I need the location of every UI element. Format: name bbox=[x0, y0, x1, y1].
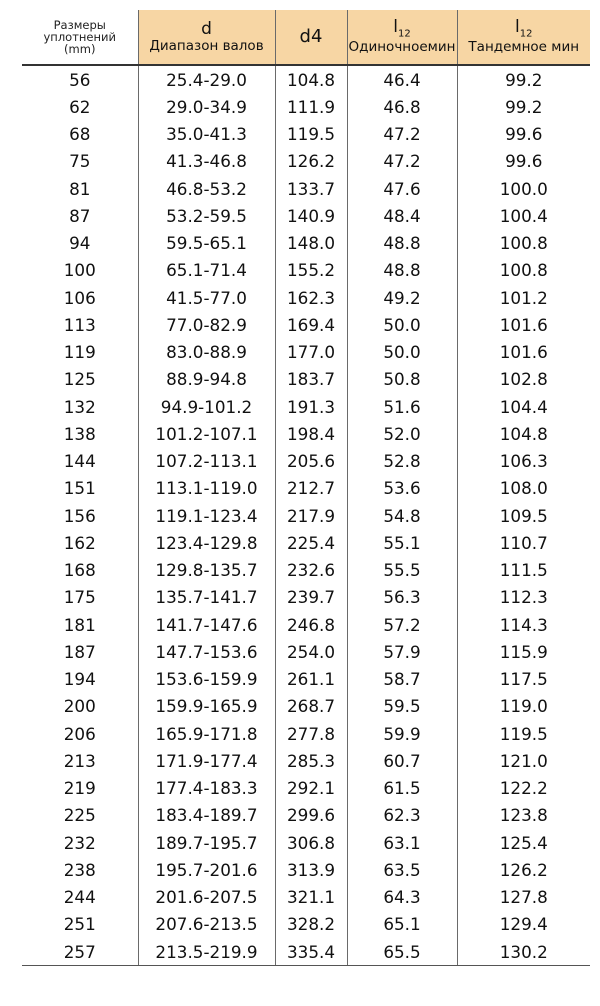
header-l12-single-subscript: 12 bbox=[398, 28, 411, 40]
d4-cell: 177.0 bbox=[275, 339, 347, 366]
l12-tandem-cell: 100.8 bbox=[499, 260, 548, 281]
d4-cell: 225.4 bbox=[275, 529, 347, 556]
d4-cell: 155.2 bbox=[275, 257, 347, 284]
table-row bbox=[22, 257, 590, 284]
header-l12-single bbox=[347, 10, 457, 65]
d4-cell: 285.3 bbox=[275, 747, 347, 774]
seal-size-cell: 62 bbox=[22, 93, 138, 120]
l12-single-cell: 52.0 bbox=[347, 420, 457, 447]
d4-cell: 119.5 bbox=[275, 121, 347, 148]
d4-cell: 191.3 bbox=[275, 393, 347, 420]
seal-size-cell: 206 bbox=[22, 720, 138, 747]
d4-cell: 148.0 bbox=[275, 230, 347, 257]
l12-tandem-cell: 117.5 bbox=[499, 669, 548, 690]
l12-single-cell: 48.4 bbox=[347, 202, 457, 229]
table-row bbox=[22, 529, 590, 556]
shaft-range-cell: 83.0-88.9 bbox=[138, 339, 275, 366]
l12-tandem-cell: 101.2 bbox=[499, 287, 548, 308]
l12-tandem-cell: 119.5 bbox=[499, 723, 548, 744]
table-row bbox=[22, 938, 590, 966]
l12-tandem-cell: 121.0 bbox=[499, 750, 548, 771]
d4-cell: 299.6 bbox=[275, 802, 347, 829]
seal-size-cell: 106 bbox=[22, 284, 138, 311]
d4-cell: 313.9 bbox=[275, 856, 347, 883]
l12-single-cell: 54.8 bbox=[347, 502, 457, 529]
shaft-range-cell: 41.5-77.0 bbox=[138, 284, 275, 311]
d4-cell: 183.7 bbox=[275, 366, 347, 393]
shaft-range-cell: 213.5-219.9 bbox=[138, 938, 275, 966]
shaft-range-cell: 46.8-53.2 bbox=[138, 175, 275, 202]
l12-single-cell: 47.6 bbox=[347, 175, 457, 202]
table-row bbox=[22, 93, 590, 120]
header-shaft-symbol: d bbox=[201, 18, 212, 39]
seal-size-cell: 232 bbox=[22, 829, 138, 856]
table-row bbox=[22, 148, 590, 175]
l12-single-cell: 48.8 bbox=[347, 257, 457, 284]
table-row bbox=[22, 802, 590, 829]
shaft-range-cell: 113.1-119.0 bbox=[138, 475, 275, 502]
table-row bbox=[22, 747, 590, 774]
l12-tandem-cell: 127.8 bbox=[499, 887, 548, 908]
seal-size-cell: 162 bbox=[22, 529, 138, 556]
shaft-range-cell: 25.4-29.0 bbox=[138, 65, 275, 93]
header-d4 bbox=[275, 10, 347, 65]
l12-tandem-cell: 115.9 bbox=[499, 641, 548, 662]
table-row bbox=[22, 202, 590, 229]
l12-tandem-cell: 130.2 bbox=[457, 938, 590, 966]
seal-size-cell: 75 bbox=[22, 148, 138, 175]
l12-tandem-cell: 100.4 bbox=[499, 205, 548, 226]
l12-single-cell: 52.8 bbox=[347, 448, 457, 475]
l12-tandem-cell: 126.2 bbox=[499, 859, 548, 880]
shaft-range-cell: 159.9-165.9 bbox=[138, 693, 275, 720]
table-header-row bbox=[22, 10, 590, 65]
table-row bbox=[22, 502, 590, 529]
l12-single-cell: 50.8 bbox=[347, 366, 457, 393]
seal-size-cell: 181 bbox=[22, 611, 138, 638]
d4-cell: 328.2 bbox=[275, 911, 347, 938]
header-shaft-label: Диапазон валов bbox=[149, 37, 264, 54]
l12-tandem-cell: 111.5 bbox=[499, 560, 548, 581]
table-row bbox=[22, 121, 590, 148]
shaft-range-cell: 183.4-189.7 bbox=[138, 802, 275, 829]
l12-tandem-cell: 99.6 bbox=[505, 124, 543, 145]
l12-tandem-cell: 101.6 bbox=[499, 342, 548, 363]
seal-size-cell: 168 bbox=[22, 557, 138, 584]
d4-cell: 217.9 bbox=[275, 502, 347, 529]
l12-tandem-cell: 125.4 bbox=[499, 832, 548, 853]
shaft-range-cell: 171.9-177.4 bbox=[138, 747, 275, 774]
l12-single-cell: 62.3 bbox=[347, 802, 457, 829]
header-l12-single-label: Одиночноемин bbox=[348, 39, 456, 56]
table-row bbox=[22, 693, 590, 720]
header-shaft-range bbox=[138, 10, 275, 65]
seal-size-cell: 125 bbox=[22, 366, 138, 393]
d4-cell: 140.9 bbox=[275, 202, 347, 229]
l12-tandem-cell: 106.3 bbox=[499, 451, 548, 472]
seal-size-cell: 213 bbox=[22, 747, 138, 774]
l12-single-cell: 46.4 bbox=[347, 65, 457, 93]
table-row bbox=[22, 284, 590, 311]
l12-single-cell: 55.1 bbox=[347, 529, 457, 556]
l12-single-cell: 51.6 bbox=[347, 393, 457, 420]
table-row bbox=[22, 448, 590, 475]
d4-cell: 104.8 bbox=[275, 65, 347, 93]
l12-tandem-cell: 99.6 bbox=[505, 151, 543, 172]
seal-size-cell: 113 bbox=[22, 311, 138, 338]
shaft-range-cell: 153.6-159.9 bbox=[138, 666, 275, 693]
l12-tandem-cell: 101.6 bbox=[499, 314, 548, 335]
shaft-range-cell: 129.8-135.7 bbox=[138, 557, 275, 584]
seal-size-cell: 244 bbox=[22, 884, 138, 911]
d4-cell: 205.6 bbox=[275, 448, 347, 475]
table-row bbox=[22, 339, 590, 366]
l12-single-cell: 48.8 bbox=[347, 230, 457, 257]
l12-single-cell: 61.5 bbox=[347, 775, 457, 802]
l12-tandem-cell: 129.4 bbox=[499, 914, 548, 935]
shaft-range-cell: 141.7-147.6 bbox=[138, 611, 275, 638]
seal-size-cell: 151 bbox=[22, 475, 138, 502]
l12-single-cell: 58.7 bbox=[347, 666, 457, 693]
l12-tandem-cell: 100.8 bbox=[499, 233, 548, 254]
seal-size-cell: 81 bbox=[22, 175, 138, 202]
table-row bbox=[22, 230, 590, 257]
header-seal-size bbox=[22, 10, 138, 65]
l12-tandem-cell: 102.8 bbox=[499, 369, 548, 390]
shaft-range-cell: 94.9-101.2 bbox=[138, 393, 275, 420]
shaft-range-cell: 207.6-213.5 bbox=[138, 911, 275, 938]
l12-tandem-cell: 109.5 bbox=[499, 505, 548, 526]
table-row bbox=[22, 856, 590, 883]
d4-cell: 239.7 bbox=[275, 584, 347, 611]
header-l12-tandem-symbol: l bbox=[515, 17, 520, 38]
table-row bbox=[22, 311, 590, 338]
shaft-range-cell: 123.4-129.8 bbox=[138, 529, 275, 556]
seal-size-cell: 187 bbox=[22, 638, 138, 665]
l12-single-cell: 63.5 bbox=[347, 856, 457, 883]
l12-single-cell: 65.1 bbox=[347, 911, 457, 938]
l12-single-cell: 47.2 bbox=[347, 121, 457, 148]
seal-size-cell: 238 bbox=[22, 856, 138, 883]
d4-cell: 169.4 bbox=[275, 311, 347, 338]
d4-cell: 198.4 bbox=[275, 420, 347, 447]
l12-single-cell: 50.0 bbox=[347, 311, 457, 338]
seal-size-cell: 144 bbox=[22, 448, 138, 475]
shaft-range-cell: 107.2-113.1 bbox=[138, 448, 275, 475]
l12-single-cell: 59.5 bbox=[347, 693, 457, 720]
l12-tandem-cell: 104.8 bbox=[499, 423, 548, 444]
seal-size-cell: 200 bbox=[22, 693, 138, 720]
table-row bbox=[22, 557, 590, 584]
l12-tandem-cell: 123.8 bbox=[499, 805, 548, 826]
l12-tandem-cell: 110.7 bbox=[499, 532, 548, 553]
shaft-range-cell: 59.5-65.1 bbox=[138, 230, 275, 257]
l12-single-cell: 57.9 bbox=[347, 638, 457, 665]
d4-cell: 261.1 bbox=[275, 666, 347, 693]
seal-size-table bbox=[22, 10, 590, 966]
l12-tandem-cell: 122.2 bbox=[499, 778, 548, 799]
seal-size-cell: 257 bbox=[22, 938, 138, 966]
d4-cell: 126.2 bbox=[275, 148, 347, 175]
table-row bbox=[22, 420, 590, 447]
seal-size-cell: 87 bbox=[22, 202, 138, 229]
d4-cell: 335.4 bbox=[275, 938, 347, 966]
l12-single-cell: 50.0 bbox=[347, 339, 457, 366]
shaft-range-cell: 101.2-107.1 bbox=[138, 420, 275, 447]
table-row bbox=[22, 393, 590, 420]
shaft-range-cell: 29.0-34.9 bbox=[138, 93, 275, 120]
l12-tandem-cell: 114.3 bbox=[499, 614, 548, 635]
header-seal-size-unit: (mm) bbox=[64, 42, 96, 57]
shaft-range-cell: 135.7-141.7 bbox=[138, 584, 275, 611]
seal-size-cell: 68 bbox=[22, 121, 138, 148]
table-row bbox=[22, 775, 590, 802]
d4-cell: 277.8 bbox=[275, 720, 347, 747]
seal-size-cell: 138 bbox=[22, 420, 138, 447]
l12-single-cell: 47.2 bbox=[347, 148, 457, 175]
table-row bbox=[22, 65, 590, 93]
l12-single-cell: 64.3 bbox=[347, 884, 457, 911]
table-row bbox=[22, 829, 590, 856]
seal-size-cell: 175 bbox=[22, 584, 138, 611]
d4-cell: 212.7 bbox=[275, 475, 347, 502]
l12-tandem-cell: 112.3 bbox=[499, 587, 548, 608]
header-l12-tandem-label: Тандемное мин bbox=[468, 39, 580, 56]
shaft-range-cell: 119.1-123.4 bbox=[138, 502, 275, 529]
l12-single-cell: 57.2 bbox=[347, 611, 457, 638]
table-body bbox=[22, 65, 590, 966]
l12-single-cell: 53.6 bbox=[347, 475, 457, 502]
shaft-range-cell: 77.0-82.9 bbox=[138, 311, 275, 338]
seal-size-cell: 251 bbox=[22, 911, 138, 938]
shaft-range-cell: 165.9-171.8 bbox=[138, 720, 275, 747]
seal-size-cell: 119 bbox=[22, 339, 138, 366]
d4-cell: 162.3 bbox=[275, 284, 347, 311]
d4-cell: 306.8 bbox=[275, 829, 347, 856]
seal-size-cell: 132 bbox=[22, 393, 138, 420]
table-row bbox=[22, 720, 590, 747]
header-l12-tandem bbox=[457, 10, 590, 65]
shaft-range-cell: 88.9-94.8 bbox=[138, 366, 275, 393]
d4-cell: 292.1 bbox=[275, 775, 347, 802]
header-d4-symbol: d4 bbox=[299, 25, 323, 47]
d4-cell: 133.7 bbox=[275, 175, 347, 202]
header-l12-single-symbol: l bbox=[393, 17, 398, 38]
l12-tandem-cell: 100.0 bbox=[499, 178, 548, 199]
shaft-range-cell: 35.0-41.3 bbox=[138, 121, 275, 148]
shaft-range-cell: 195.7-201.6 bbox=[138, 856, 275, 883]
l12-single-cell: 63.1 bbox=[347, 829, 457, 856]
table-row bbox=[22, 584, 590, 611]
d4-cell: 254.0 bbox=[275, 638, 347, 665]
l12-tandem-cell: 108.0 bbox=[499, 478, 548, 499]
header-seal-size-label: Размеры уплотнений bbox=[43, 17, 116, 44]
l12-single-cell: 55.5 bbox=[347, 557, 457, 584]
header-l12-tandem-subscript: 12 bbox=[519, 28, 533, 40]
l12-single-cell: 46.8 bbox=[347, 93, 457, 120]
seal-size-cell: 156 bbox=[22, 502, 138, 529]
d4-cell: 321.1 bbox=[275, 884, 347, 911]
d4-cell: 232.6 bbox=[275, 557, 347, 584]
l12-single-cell: 56.3 bbox=[347, 584, 457, 611]
d4-cell: 268.7 bbox=[275, 693, 347, 720]
seal-size-cell: 94 bbox=[22, 230, 138, 257]
l12-single-cell: 49.2 bbox=[347, 284, 457, 311]
seal-size-cell: 194 bbox=[22, 666, 138, 693]
seal-size-cell: 225 bbox=[22, 802, 138, 829]
shaft-range-cell: 41.3-46.8 bbox=[138, 148, 275, 175]
shaft-range-cell: 189.7-195.7 bbox=[138, 829, 275, 856]
table-row bbox=[22, 666, 590, 693]
l12-single-cell: 59.9 bbox=[347, 720, 457, 747]
shaft-range-cell: 147.7-153.6 bbox=[138, 638, 275, 665]
seal-size-cell: 56 bbox=[22, 65, 138, 93]
table-row bbox=[22, 638, 590, 665]
l12-single-cell: 65.5 bbox=[347, 938, 457, 966]
table-row bbox=[22, 911, 590, 938]
l12-tandem-cell: 119.0 bbox=[499, 696, 548, 717]
table-row bbox=[22, 366, 590, 393]
l12-tandem-cell: 104.4 bbox=[499, 396, 548, 417]
l12-tandem-cell: 99.2 bbox=[505, 69, 543, 90]
l12-tandem-cell: 99.2 bbox=[505, 96, 543, 117]
l12-single-cell: 60.7 bbox=[347, 747, 457, 774]
table-row bbox=[22, 884, 590, 911]
seal-size-cell: 100 bbox=[22, 257, 138, 284]
table-row bbox=[22, 175, 590, 202]
table-row bbox=[22, 475, 590, 502]
shaft-range-cell: 201.6-207.5 bbox=[138, 884, 275, 911]
shaft-range-cell: 53.2-59.5 bbox=[138, 202, 275, 229]
shaft-range-cell: 65.1-71.4 bbox=[138, 257, 275, 284]
d4-cell: 111.9 bbox=[275, 93, 347, 120]
shaft-range-cell: 177.4-183.3 bbox=[138, 775, 275, 802]
seal-size-cell: 219 bbox=[22, 775, 138, 802]
table-row bbox=[22, 611, 590, 638]
d4-cell: 246.8 bbox=[275, 611, 347, 638]
